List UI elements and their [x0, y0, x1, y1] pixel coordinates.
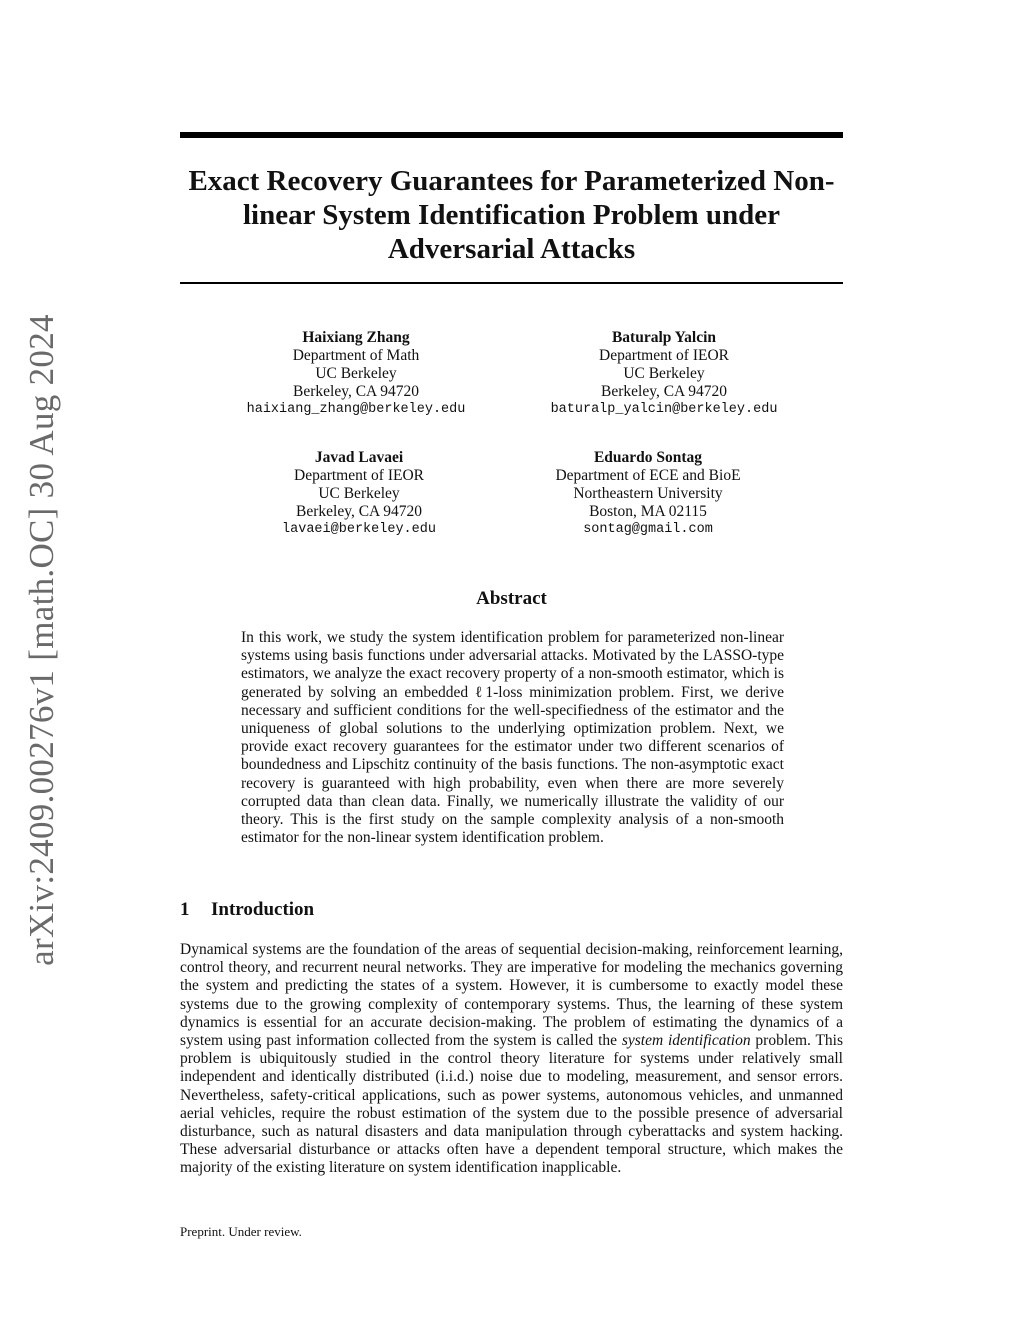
author-email[interactable]: baturalp_yalcin@berkeley.edu	[550, 402, 778, 417]
author-institution: UC Berkeley	[318, 485, 400, 502]
author-address: Berkeley, CA 94720	[296, 503, 422, 520]
author-block	[514, 329, 814, 419]
title-top-rule	[180, 132, 843, 138]
title-bottom-rule	[180, 282, 843, 284]
arxiv-identifier	[12, 314, 72, 966]
section-heading-introduction	[180, 899, 314, 921]
paper-title: Exact Recovery Guarantees for Parameterized Non-linear System Identification Problem under Adversarial Attacks	[188, 165, 835, 265]
author-block	[206, 329, 506, 419]
author-block	[498, 449, 798, 539]
preprint-footnote: Preprint. Under review.	[180, 1224, 302, 1239]
author-institution: Northeastern University	[573, 485, 723, 502]
intro-emphasis: system identification	[621, 1032, 751, 1050]
author-name: Baturalp Yalcin	[611, 329, 717, 346]
author-department: Department of Math	[292, 347, 420, 364]
author-institution: UC Berkeley	[315, 365, 397, 382]
author-email[interactable]: sontag@gmail.com	[583, 522, 713, 537]
author-name: Javad Lavaei	[314, 449, 404, 466]
section-number: 1	[180, 899, 190, 920]
author-department: Department of IEOR	[294, 467, 424, 484]
abstract-heading: Abstract	[476, 588, 547, 609]
author-address: Berkeley, CA 94720	[601, 383, 727, 400]
author-address: Berkeley, CA 94720	[293, 383, 419, 400]
author-email[interactable]: haixiang_zhang@berkeley.edu	[246, 402, 466, 417]
arxiv-identifier-text: arXiv:2409.00276v1 [math.OC] 30 Aug 2024	[22, 314, 61, 966]
author-name: Eduardo Sontag	[593, 449, 703, 466]
abstract-text: In this work, we study the system identification problem for parameterized non-linear systems using basis functions under adversarial attacks. Motivated by the LASSO-type estimators, we analyze the exact recovery property of a non-smooth estimator, which is generated by solving an embedded ℓ1-loss minimization problem. First, we derive necessary and sufficient conditions for the well-specifiedness of the estimator and the uniqueness of global solutions to the underlying optimization problem. Next, we provide exact recovery guarantees for the estimator under two different scenarios of boundedness and Lipschitz continuity of the basis functions. The non-asymptotic exact recovery is guaranteed with high probability, even when there are more severely corrupted data than clean data. Finally, we numerically illustrate the validity of our theory. This is the first study on the sample complexity analysis of a non-smooth estimator for the non-linear system identification problem.	[241, 629, 784, 847]
author-block	[209, 449, 509, 539]
author-department: Department of ECE and BioE	[555, 467, 741, 484]
introduction-paragraph	[180, 941, 843, 1178]
author-name: Haixiang Zhang	[302, 329, 410, 346]
intro-text-part-1: Dynamical systems are the foundation of the areas of sequential decision-making, reinforcement learning, control theory, and recurrent neural networks. They are imperative for modeling the mechanics governing the system and predicting the states of a system. However, it is cumbersome to exactly model these systems due to the growing complexity of contemporary systems. Thus, the learning of these system dynamics is essential for an accurate decision-making. The problem of estimating the dynamics of a system using past information collected from the system is called the	[180, 941, 843, 1050]
author-email[interactable]: lavaei@berkeley.edu	[282, 522, 436, 537]
intro-text-part-2: problem. This problem is ubiquitously studied in the control theory literature for systems under relatively small independent and identically distributed (i.i.d.) noise due to modeling, measurement, and sensor errors. Nevertheless, safety-critical applications, such as power systems, autonomous vehicles, and unmanned aerial vehicles, require the robust estimation of the system due to the possible presence of adversarial disturbance, such as natural disasters and data manipulation through cyberattacks and system hacking. These adversarial disturbance or attacks often have a dependent temporal structure, which makes the majority of the existing literature on system identification inapplicable.	[180, 1032, 844, 1177]
section-title-text: Introduction	[211, 899, 315, 920]
author-address: Boston, MA 02115	[589, 503, 707, 520]
author-department: Department of IEOR	[599, 347, 729, 364]
author-institution: UC Berkeley	[623, 365, 705, 382]
